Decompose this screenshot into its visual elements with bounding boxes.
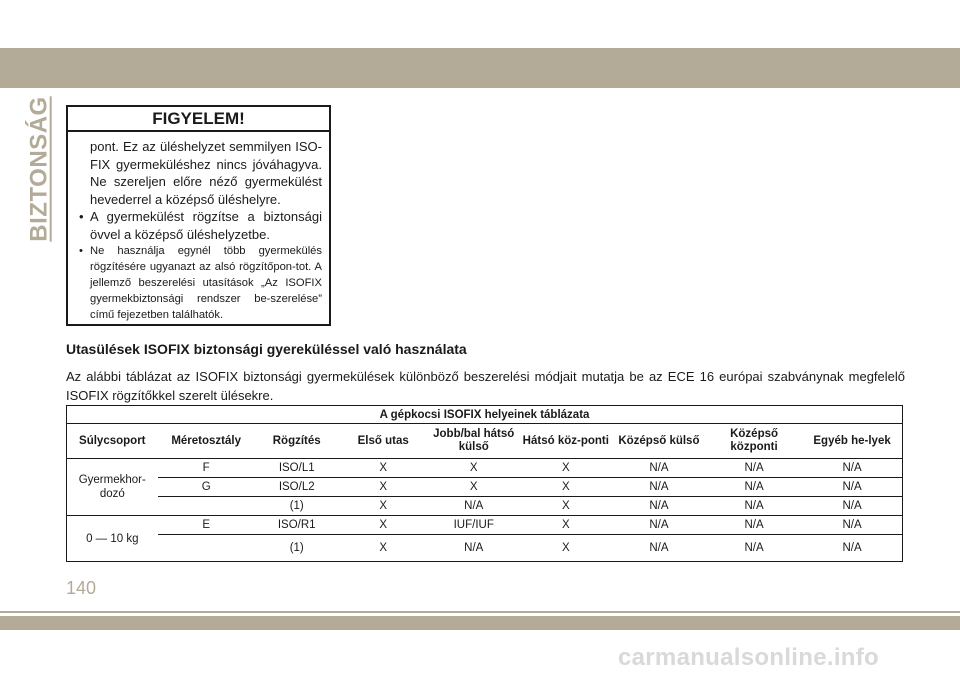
header-band — [0, 48, 960, 88]
footer-band — [0, 616, 960, 630]
table-cell: N/A — [706, 459, 802, 478]
warning-bullet: • A gyermekülést rögzítse a biztonsági övvel a középső üléshelyzetbe. — [79, 209, 322, 242]
table-cell: N/A — [649, 542, 669, 554]
table-cell: N/A — [428, 497, 520, 516]
table-cell: N/A — [744, 542, 764, 554]
column-header: Egyéb he-lyek — [802, 424, 902, 459]
column-header: Súlycsoport — [67, 424, 158, 459]
table-cell: X — [339, 516, 428, 535]
table-cell: F — [158, 459, 255, 478]
warning-box — [66, 105, 331, 326]
table-cell: N/A — [706, 497, 802, 516]
table-cell: (1) — [255, 497, 339, 516]
table-cell: X — [520, 459, 612, 478]
table-cell: E — [158, 516, 255, 535]
table-cell: N/A — [612, 459, 706, 478]
table-cell: N/A — [612, 497, 706, 516]
section-title: Utasülések ISOFIX biztonsági gyereküléssel való használata — [66, 341, 467, 357]
table-cell: X — [339, 478, 428, 497]
table-cell: IUF/IUF — [428, 516, 520, 535]
warning-bullet-text: A gyermekülést rögzítse a biztonsági övvel a középső üléshelyzetbe. — [90, 209, 322, 242]
table-cell: (1) — [289, 542, 304, 554]
table-cell: N/A — [802, 478, 902, 497]
warning-continuation: pont. Ez az üléshelyzet semmilyen ISO-FIX gyermeküléshez nincs jóváhagyva. Ne szereljen előre néző gyermekülést hevederrel a középső üléshelyre. — [90, 139, 322, 207]
table-cell: X — [339, 459, 428, 478]
table-cell: N/A — [802, 497, 902, 516]
isofix-table — [66, 405, 903, 562]
intro-paragraph: Az alábbi táblázat az ISOFIX biztonsági gyermekülések különböző beszerelési módjait mutatja be az ECE 16 európai szabványnak megfelelő ISOFIX rögzítőkkel szerelt ülésekre. — [66, 369, 905, 403]
table-cell: N/A — [802, 516, 902, 535]
table-caption: A gépkocsi ISOFIX helyeinek táblázata — [67, 406, 903, 424]
column-header: Méretosztály — [158, 424, 255, 459]
table-cell: ISO/L1 — [255, 459, 339, 478]
column-header: Középső külső — [612, 424, 706, 459]
table-cell: X — [339, 497, 428, 516]
warning-body — [68, 132, 329, 323]
column-header: Első utas — [339, 424, 428, 459]
section-side-label-text: BIZTONSÁG — [26, 96, 53, 242]
table-cell: X — [520, 497, 612, 516]
warning-bullet-text: Ne használja egynél több gyermekülés rögzítésére ugyanazt az alsó rögzítőpon-tot. A jellemző beszerelési utasítások „Az ISOFIX gyermekbiztonsági rendszer be-szerelése” című fejezetben találhatók. — [90, 245, 322, 321]
table-cell: X — [520, 516, 612, 535]
page-number: 140 — [66, 578, 97, 598]
table-cell: ISO/L2 — [255, 478, 339, 497]
warning-bullet: • Ne használja egynél több gyermekülés rögzítésére ugyanazt az alsó rögzítőpon-tot. A jellemző beszerelési utasítások „Az ISOFIX gyermekbiztonsági rendszer be-szerelése” című fejezetben találhatók. — [79, 245, 322, 321]
section-side-label — [23, 94, 57, 244]
table-header-row — [67, 424, 903, 459]
footer-rule — [0, 611, 960, 613]
table-cell: N/A — [612, 516, 706, 535]
column-header: Rögzítés — [255, 424, 339, 459]
table-cell: N/A — [802, 459, 902, 478]
watermark: carmanualsonline.info — [618, 644, 880, 671]
table-row — [67, 516, 903, 535]
table-cell: X — [428, 478, 520, 497]
column-header: Hátsó köz-ponti — [520, 424, 612, 459]
column-header: Középső központi — [706, 424, 802, 459]
table-row — [67, 497, 903, 516]
table-cell: N/A — [706, 478, 802, 497]
table-cell: N/A — [612, 478, 706, 497]
table-cell: N/A — [842, 542, 862, 554]
table-cell: N/A — [706, 516, 802, 535]
table-cell: X — [379, 542, 388, 554]
table-row — [67, 535, 903, 562]
table-cell: N/A — [464, 542, 484, 554]
weight-group-cell: 0 — 10 kg — [67, 516, 158, 562]
table-cell: G — [158, 478, 255, 497]
table-cell — [158, 497, 255, 516]
table-cell: X — [428, 459, 520, 478]
table-cell — [158, 535, 255, 562]
table-cell: X — [520, 478, 612, 497]
table-row — [67, 459, 903, 478]
weight-group-cell: Gyermekhor-dozó — [67, 459, 158, 516]
table-cell: ISO/R1 — [255, 516, 339, 535]
table-row — [67, 478, 903, 497]
warning-title: FIGYELEM! — [68, 107, 329, 132]
table-cell: X — [561, 542, 570, 554]
column-header: Jobb/bal hátsó külső — [428, 424, 520, 459]
